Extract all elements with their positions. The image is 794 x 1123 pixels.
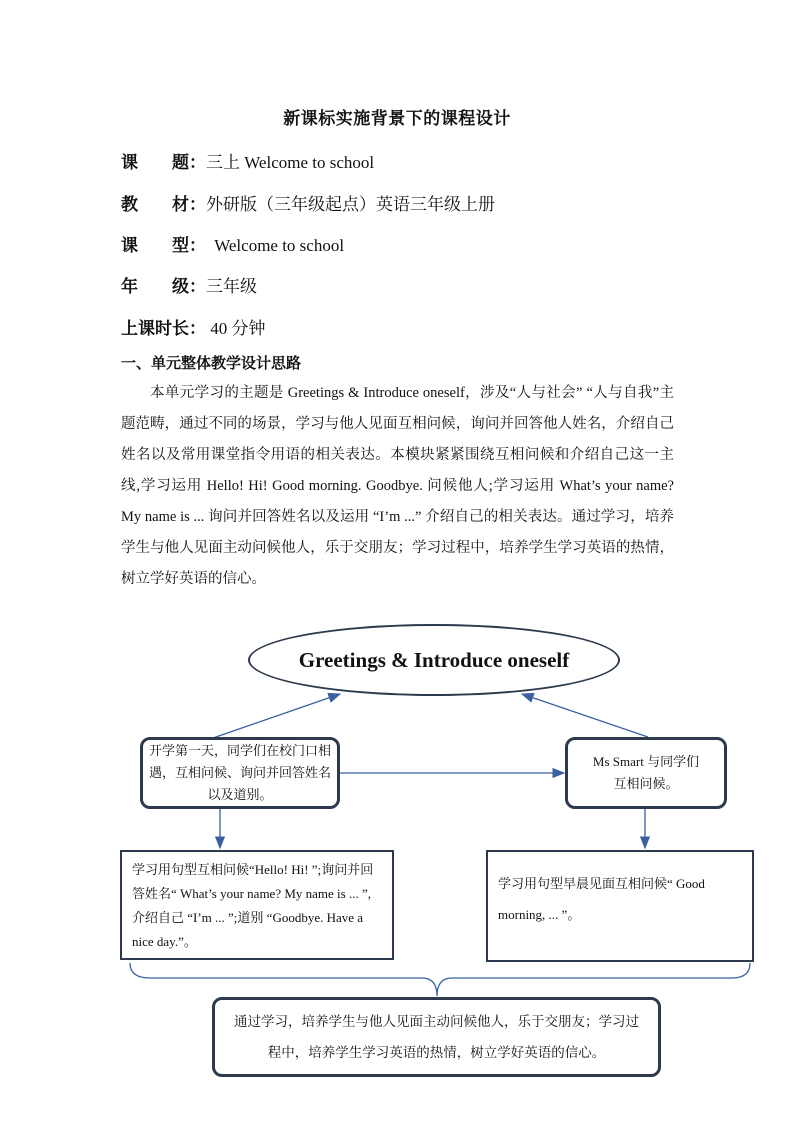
- detail-right-text: 学习用句型早晨见面互相问候“ Good morning, ... ”。: [498, 876, 705, 922]
- arrow-right-to-center: [522, 694, 648, 737]
- section-heading: 一、单元整体教学设计思路: [121, 356, 302, 372]
- summary-box: [212, 997, 661, 1077]
- detail-right-box: [486, 850, 754, 962]
- arrow-left-to-center: [213, 694, 340, 738]
- field-topic-label: 课 题：: [121, 153, 206, 172]
- detail-left-text: 学习用句型互相问候“Hello! Hi! ”;询问并回答姓名“ What’s your name? My name is ... ”,介绍自己 “I’m ... ”;道别 “Goodbye. Have a nice day.”。: [132, 862, 374, 949]
- scene-right-text: Ms Smart 与同学们互相问候。: [592, 754, 700, 791]
- field-textbook-value: 外研版（三年级起点）英语三年级上册: [206, 195, 495, 214]
- field-lesson-type-value: Welcome to school: [206, 236, 345, 255]
- field-topic-value: 三上 Welcome to school: [206, 153, 375, 172]
- document-title: 新课标实施背景下的课程设计: [283, 109, 511, 128]
- bracket-brace: [130, 963, 750, 996]
- field-duration-label: 上课时长：: [121, 319, 206, 338]
- body-paragraph-text: 本单元学习的主题是 Greetings & Introduce oneself，涉及“人与社会” “人与自我”主题范畴，通过不同的场景，学习与他人见面互相问候，询问并回答他人姓名，介绍自己姓名以及常用课堂指令用语的相关表达。本模块紧紧围绕互相问候和介绍自己这一主线,学习运用 Hello! Hi! Good morning. Goodbye. 问候他人;学习运用 What’s your name? My name is ... 询问并回答姓名以及运用 “I’m ...” 介绍自己的相关表达。通过学习，培养学生与他人见面主动问候他人，乐于交朋友；学习过程中，培养学生学习英语的热情，树立学好英语的信心。: [121, 385, 674, 587]
- field-duration-value: 40 分钟: [206, 319, 266, 338]
- central-theme-ellipse: [248, 624, 620, 696]
- field-textbook-label: 教 材：: [121, 195, 206, 214]
- field-grade-label: 年 级：: [121, 277, 206, 296]
- scene-left-text: 开学第一天，同学们在校门口相遇，互相问候、询问并回答姓名以及道别。: [149, 743, 332, 802]
- field-lesson-type-label: 课 型：: [121, 236, 206, 255]
- scene-right-box: [565, 737, 727, 809]
- central-theme-text: Greetings & Introduce oneself: [298, 647, 570, 672]
- field-grade-value: 三年级: [206, 277, 257, 296]
- detail-left-box: [120, 850, 394, 960]
- scene-left-box: [140, 737, 340, 809]
- summary-text: 通过学习，培养学生与他人见面主动问候他人，乐于交朋友；学习过程中，培养学生学习英语的热情，树立学好英语的信心。: [234, 1014, 639, 1060]
